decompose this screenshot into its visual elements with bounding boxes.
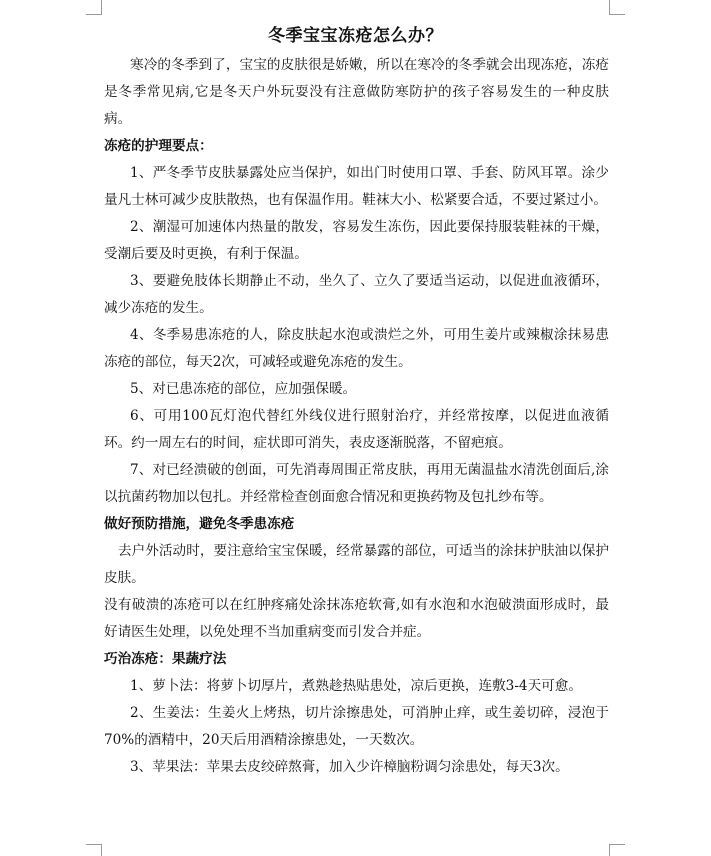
crop-mark-top-right-vertical [609, 0, 610, 14]
care-point-6: 6、可用100瓦灯泡代替红外线仪进行照射治疗，并经常按摩，以促进血液循环。约一周左右的时间，症状即可消失，表皮逐渐脱落，不留疤痕。 [104, 408, 609, 451]
crop-mark-bottom-right-horizontal [609, 844, 625, 845]
care-point-7: 7、对已经溃破的创面，可先消毒周围正常皮肤，再用无菌温盐水清洗创面后,涂以抗菌药物加以包扎。并经常检查创面愈合情况和更换药物及包扎纱布等。 [104, 462, 609, 505]
care-point-2: 2、潮湿可加速体内热量的散发，容易发生冻伤，因此要保持服装鞋袜的干燥，受潮后要及时更换，有利于保温。 [104, 219, 609, 262]
crop-mark-bottom-left-horizontal [86, 844, 102, 845]
crop-mark-bottom-left-vertical [101, 844, 102, 856]
crop-mark-top-left-horizontal [86, 14, 102, 15]
care-point-1: 1、严冬季节皮肤暴露处应当保护，如出门时使用口罩、手套、防风耳罩。涂少量凡士林可减少皮肤散热，也有保温作用。鞋袜大小、松紧要合适，不要过紧过小。 [104, 165, 609, 208]
crop-mark-top-right-horizontal [609, 14, 625, 15]
prevention-paragraph-1: 去户外活动时，要注意给宝宝保暖，经常暴露的部位，可适当的涂抹护肤油以保护皮肤。 [104, 543, 609, 586]
prevention-paragraph-2: 没有破溃的冻疮可以在红肿疼痛处涂抹冻疮软膏,如有水泡和水泡破溃面形成时，最好请医生处理，以免处理不当加重病变而引发合并症。 [104, 597, 609, 640]
intro-paragraph: 寒冷的冬季到了，宝宝的皮肤很是娇嫩，所以在寒冷的冬季就会出现冻疮，冻疮是冬季常见病,它是冬天户外玩耍没有注意做防寒防护的孩子容易发生的一种皮肤病。 [104, 57, 609, 127]
remedy-1: 1、萝卜法：将萝卜切厚片，煮熟趁热贴患处，凉后更换，连敷3-4天可愈。 [130, 678, 582, 694]
care-point-4: 4、冬季易患冻疮的人，除皮肤起水泡或溃烂之外，可用生姜片或辣椒涂抹易患冻疮的部位，每天2次，可减轻或避免冻疮的发生。 [104, 327, 609, 370]
remedy-3: 3、苹果法：苹果去皮绞碎熬膏，加入少许樟脑粉调匀涂患处，每天3次。 [130, 759, 569, 775]
document-body [104, 52, 609, 781]
remedy-2: 2、生姜法：生姜火上烤热，切片涂擦患处，可消肿止痒，或生姜切碎，浸泡于70%的酒精中，20天后用酒精涂擦患处，一天数次。 [104, 705, 609, 748]
crop-mark-bottom-right-vertical [609, 844, 610, 856]
crop-mark-top-left-vertical [101, 0, 102, 14]
care-point-3: 3、要避免肢体长期静止不动，坐久了、立久了要适当运动，以促进血液循环，减少冻疮的发生。 [104, 273, 609, 316]
section-heading-care-points: 冻疮的护理要点： [104, 138, 213, 154]
section-heading-prevention: 做好预防措施，避免冬季患冻疮 [104, 516, 295, 532]
care-point-5: 5、对已患冻疮的部位，应加强保暖。 [130, 381, 357, 397]
section-heading-remedies: 巧治冻疮：果蔬疗法 [104, 651, 227, 667]
document-title: 冬季宝宝冻疮怎么办？ [268, 26, 443, 46]
